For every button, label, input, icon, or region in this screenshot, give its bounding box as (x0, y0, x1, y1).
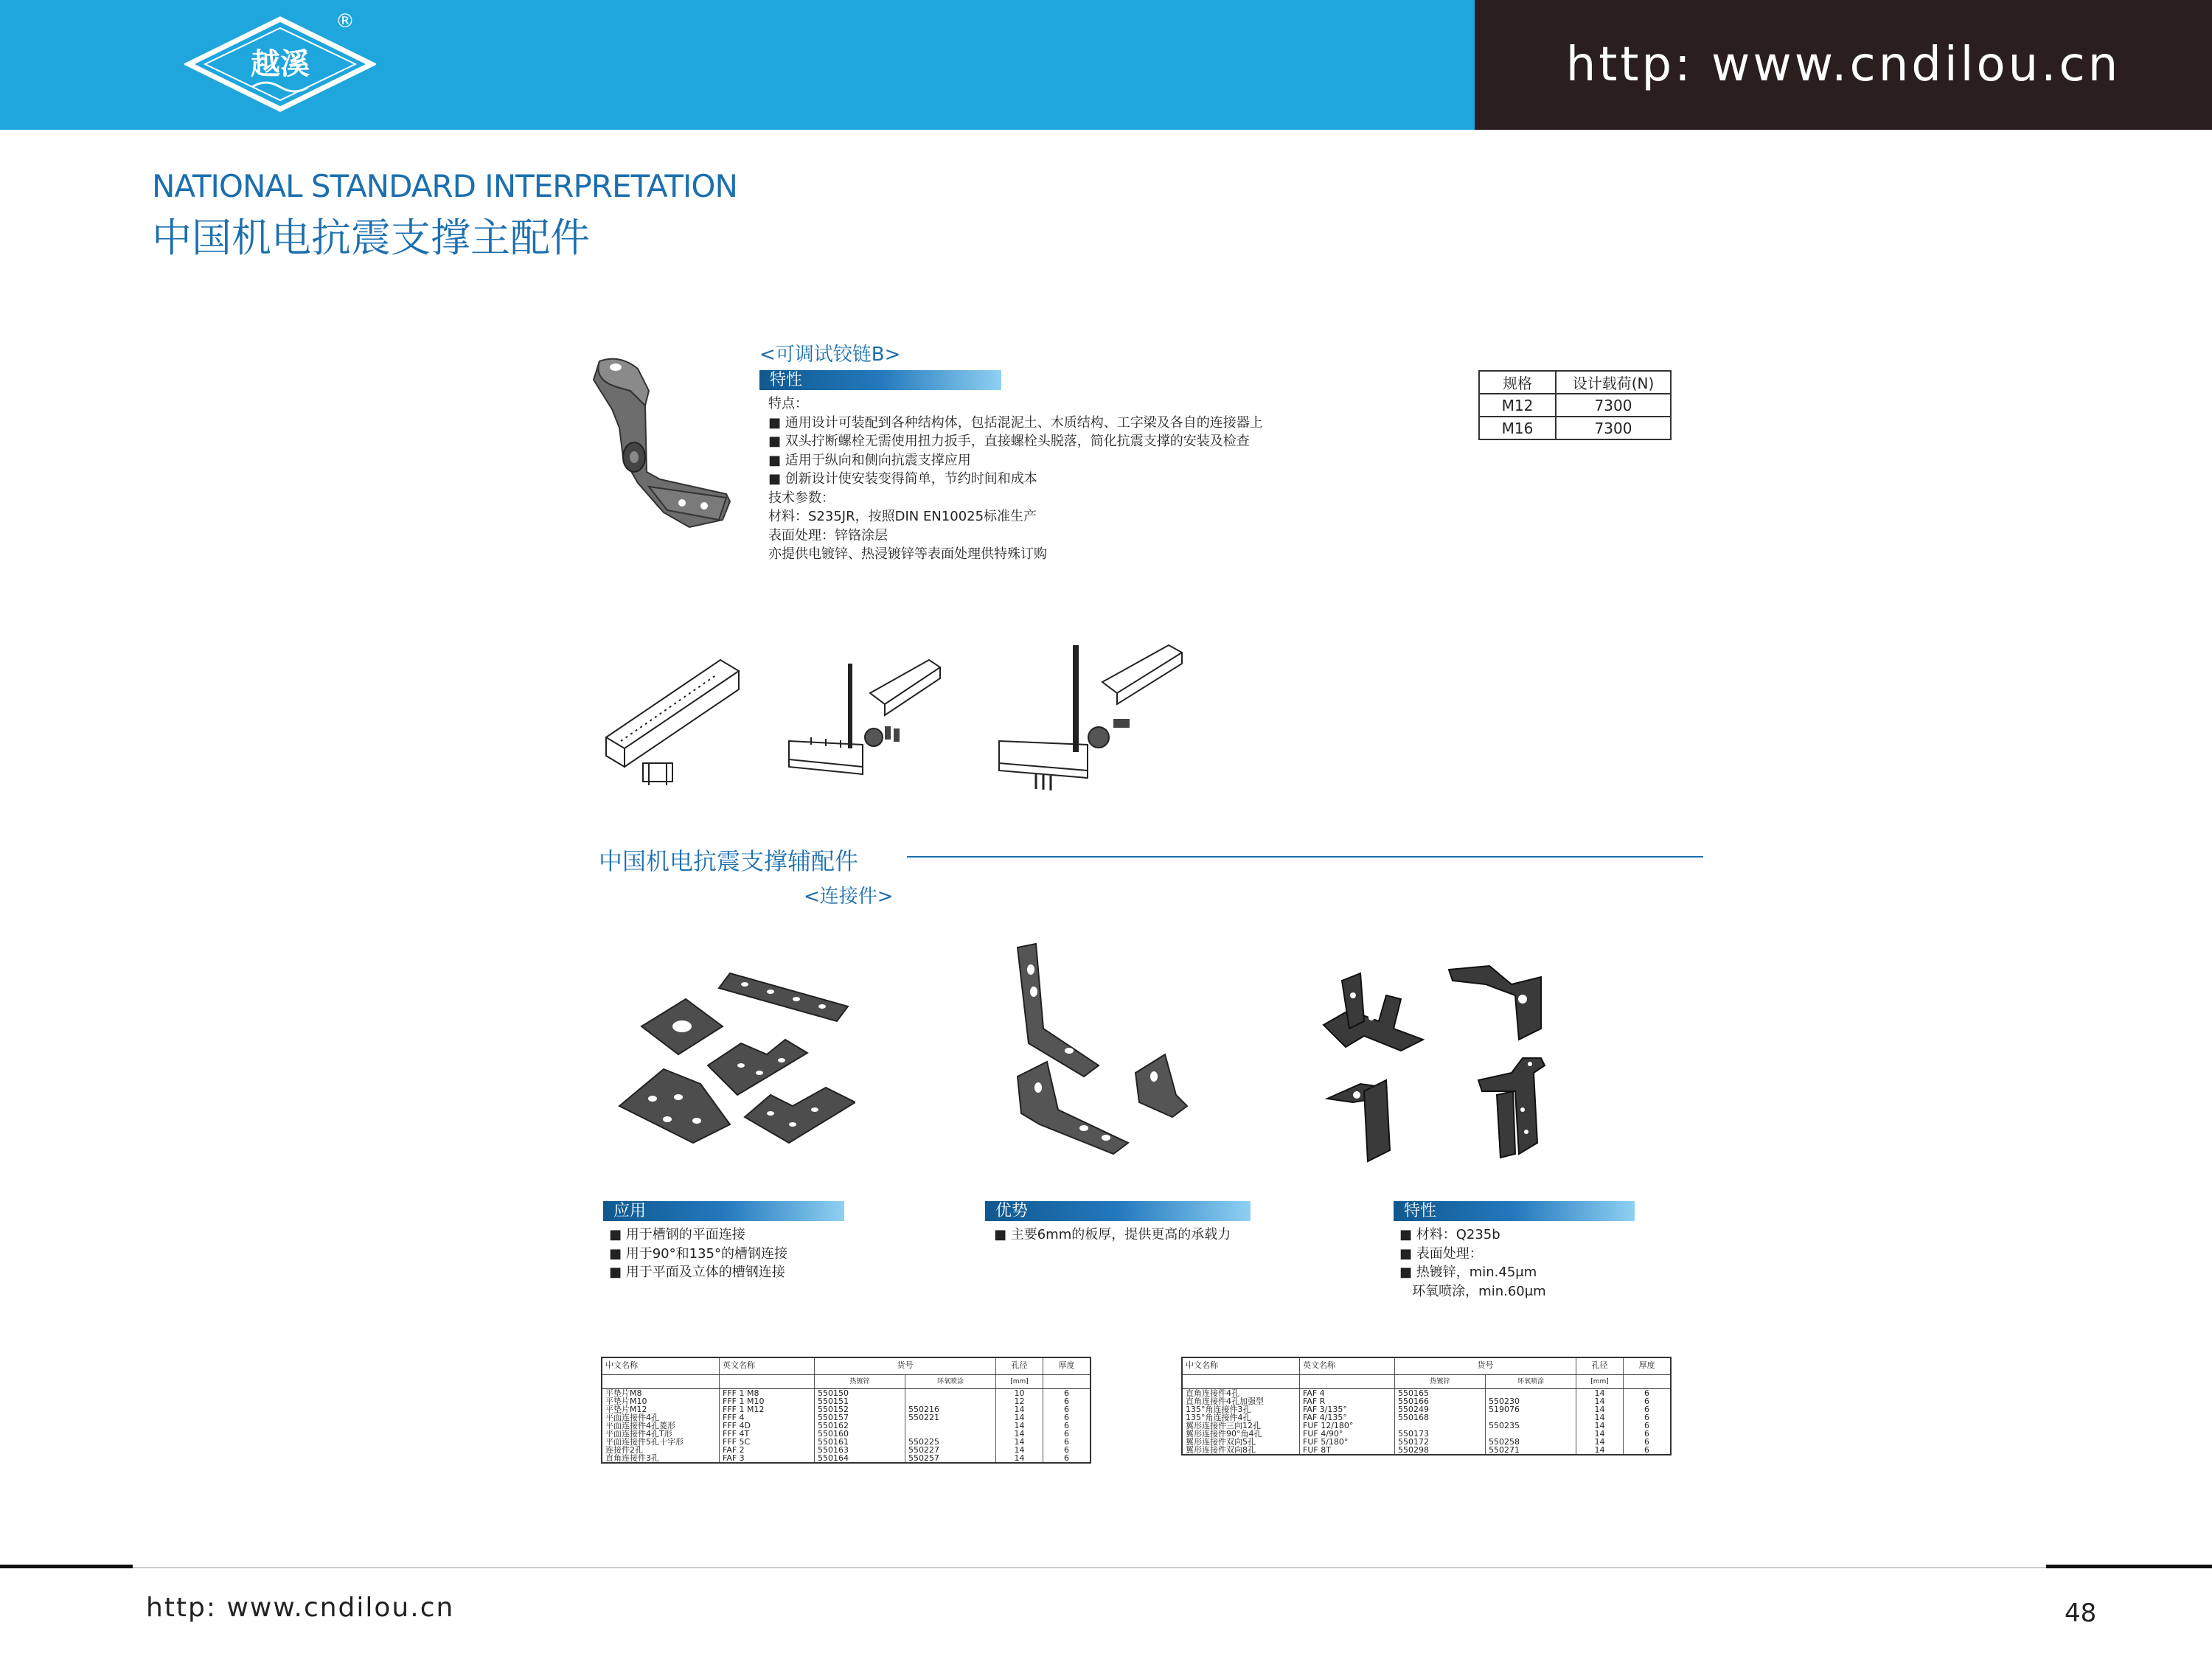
table-cell: 6 (1043, 1397, 1091, 1405)
table-cell: 550257 (905, 1454, 996, 1463)
table-cell (905, 1389, 996, 1398)
hinge-line: 表面处理：锌铬涂层 (768, 527, 888, 543)
footer-rule-left (0, 1565, 133, 1568)
table-cell: 平面连接件4孔T形 (605, 1429, 672, 1439)
table-subheader-cell: 热镀锌 (1395, 1375, 1486, 1389)
table-cell: 直角连接件4孔 (1186, 1388, 1239, 1398)
table-subheader-cell: [mm] (1576, 1375, 1624, 1389)
table-cell: 550221 (905, 1413, 996, 1422)
table-cell: 6 (1043, 1430, 1091, 1438)
table-cell: 6 (1624, 1405, 1672, 1413)
table-cell: FFF 5C (720, 1438, 815, 1446)
table-header-row (602, 1357, 1091, 1375)
table-cell: 550163 (815, 1446, 905, 1454)
features-line: ■ 表面处理： (1399, 1245, 1483, 1262)
footer-url[interactable]: http: www.cndilou.cn (146, 1593, 455, 1623)
application-line: ■ 用于平面及立体的槽钢连接 (609, 1265, 785, 1280)
table-cell: 550157 (815, 1413, 905, 1422)
table-cell: 6 (1624, 1446, 1672, 1455)
table-cell: 14 (1576, 1430, 1624, 1438)
aux-title: 中国机电抗震支撑辅配件 (599, 847, 859, 875)
table-cell: 550225 (905, 1438, 996, 1446)
hinge-line: ■ 通用设计可装配到各种结构体，包括混泥土、木质结构、工字梁及各自的连接器上 (768, 414, 1263, 431)
table-subheader-cell: 环氧喷涂 (905, 1375, 996, 1389)
table-cell: 550249 (1395, 1405, 1486, 1413)
table-subheader-cell (1182, 1375, 1300, 1389)
advantage-list (994, 1225, 1231, 1245)
table-row (1479, 394, 1671, 417)
hinge-line: ■ 双头拧断螺栓无需使用扭力扳手，直接螺栓头脱落，简化抗震支撑的安装及检查 (768, 434, 1250, 449)
table-subheader-cell: [mm] (996, 1375, 1043, 1389)
spec-header: 规格 (1479, 371, 1556, 394)
table-cell: 6 (1043, 1389, 1091, 1398)
install-drawing-1 (599, 649, 746, 796)
table-subheader-cell (602, 1375, 720, 1389)
aux-title-rule (907, 856, 1703, 858)
table-cell: FAF 4/135° (1300, 1413, 1395, 1422)
table-cell: 6 (1043, 1405, 1091, 1413)
hinge-product-image (586, 347, 745, 557)
table-subheader-cell (1300, 1375, 1395, 1389)
table-row (1479, 417, 1671, 439)
table-cell: 135°角连接件3孔 (1186, 1405, 1251, 1414)
features-list (1399, 1225, 1546, 1301)
table-cell: 直角连接件3孔 (605, 1453, 659, 1463)
hinge-feature-bar: 特性 (759, 370, 1001, 390)
table-cell: 550151 (815, 1397, 905, 1405)
flat-plates-image (612, 966, 855, 1150)
table-header-cell: 英文名称 (720, 1357, 815, 1375)
table-header-cell: 英文名称 (1300, 1357, 1395, 1375)
spec-cell: 7300 (1556, 417, 1671, 439)
svg-text:越溪: 越溪 (251, 47, 310, 81)
table-cell: 6 (1043, 1454, 1091, 1463)
table-cell: FFF 4D (720, 1422, 815, 1430)
features-line: 环氧喷涂，min.60μm (1399, 1283, 1546, 1299)
table-cell: FFF 4T (720, 1430, 815, 1438)
table-subheader-row (602, 1375, 1091, 1389)
table-subheader-row (1182, 1375, 1671, 1389)
table-cell: FFF 1 M8 (720, 1389, 815, 1398)
wing-connectors-image (1320, 955, 1600, 1169)
table-header-row (1182, 1357, 1671, 1375)
application-bar: 应用 (603, 1201, 844, 1221)
table-cell (905, 1422, 996, 1430)
hinge-title: <可调试铰链B> (759, 344, 901, 366)
product-table-2 (1181, 1357, 1672, 1455)
application-list (609, 1225, 787, 1282)
table-cell: FUF 5/180° (1300, 1438, 1395, 1446)
table-cell: 翼形连接件90°角4孔 (1186, 1429, 1262, 1439)
table-cell: 550258 (1486, 1438, 1576, 1446)
table-header-cell: 中文名称 (1182, 1357, 1300, 1375)
table-cell: 14 (996, 1405, 1043, 1413)
table-cell: 550160 (815, 1430, 905, 1438)
table-cell: 14 (996, 1413, 1043, 1422)
table-cell: FAF 2 (720, 1446, 815, 1454)
spec-header: 设计载荷(N) (1556, 371, 1671, 394)
angle-brackets-image (1010, 940, 1231, 1183)
table-cell: 平垫片M12 (605, 1405, 647, 1414)
table-header-cell: 货号 (1395, 1357, 1576, 1375)
table-cell: 14 (996, 1438, 1043, 1446)
table-cell: 550166 (1395, 1397, 1486, 1405)
table-cell: 6 (1043, 1438, 1091, 1446)
footer-rule-right (2046, 1565, 2212, 1568)
table-cell: FUF 12/180° (1300, 1422, 1395, 1430)
table-header-cell: 孔径 (1576, 1357, 1624, 1375)
section-chinese-title: 中国机电抗震支撑主配件 (152, 215, 590, 261)
table-subheader-cell: 热镀锌 (815, 1375, 905, 1389)
hinge-line: 特点： (768, 396, 808, 411)
table-cell: 14 (1576, 1438, 1624, 1446)
table-cell: 6 (1624, 1397, 1672, 1405)
table-cell: 550161 (815, 1438, 905, 1446)
table-cell: FAF 3 (720, 1454, 815, 1463)
table-cell: 14 (1576, 1413, 1624, 1422)
advantage-bar: 优势 (985, 1201, 1251, 1221)
table-cell: 550235 (1486, 1422, 1576, 1430)
table-cell: 连接件2孔 (605, 1445, 643, 1455)
table-cell: FAF 4 (1300, 1389, 1395, 1398)
table-cell: 6 (1624, 1389, 1672, 1398)
table-cell: 550173 (1395, 1430, 1486, 1438)
hinge-line: 技术参数： (768, 490, 835, 506)
features-bar: 特性 (1394, 1201, 1635, 1221)
table-cell: 14 (1576, 1397, 1624, 1405)
table-cell: 翼形连接件双向5孔 (1186, 1437, 1256, 1447)
page-number: 48 (2065, 1599, 2097, 1628)
table-cell: FUF 8T (1300, 1446, 1395, 1455)
table-cell: 14 (1576, 1446, 1624, 1455)
table-cell: 平面连接件5孔十字形 (605, 1437, 684, 1447)
table-row (602, 1454, 1091, 1463)
table-cell: 6 (1624, 1422, 1672, 1430)
hinge-line: 材料：S235JR，按照DIN EN10025标准生产 (768, 509, 1037, 524)
table-header-row (1479, 371, 1671, 394)
table-cell: 14 (1576, 1422, 1624, 1430)
table-cell: FFF 1 M12 (720, 1405, 815, 1413)
application-line: ■ 用于槽钢的平面连接 (609, 1227, 745, 1242)
application-line: ■ 用于90°和135°的槽钢连接 (609, 1245, 787, 1262)
section-english-title: NATIONAL STANDARD INTERPRETATION (152, 168, 737, 204)
registered-mark: ® (335, 10, 355, 32)
table-cell: 翼形连接件双向8孔 (1186, 1445, 1256, 1455)
table-cell: 550152 (815, 1405, 905, 1413)
table-header-cell: 厚度 (1624, 1357, 1672, 1375)
hinge-line: ■ 创新设计使安装变得简单，节约时间和成本 (768, 471, 1037, 487)
table-cell: 14 (996, 1430, 1043, 1438)
table-cell: 6 (1043, 1413, 1091, 1422)
spec-cell: M16 (1479, 417, 1556, 439)
table-cell: 14 (996, 1422, 1043, 1430)
table-cell: 550172 (1395, 1438, 1486, 1446)
hinge-description (768, 394, 1263, 564)
table-header-cell: 厚度 (1043, 1357, 1091, 1375)
table-cell: 550227 (905, 1446, 996, 1454)
table-cell: 14 (1576, 1405, 1624, 1413)
header-url[interactable]: http: www.cndilou.cn (1475, 0, 2212, 130)
table-cell: 550165 (1395, 1389, 1486, 1398)
aux-subtitle: <连接件> (804, 886, 894, 908)
table-cell: 550230 (1486, 1397, 1576, 1405)
table-cell: 6 (1624, 1430, 1672, 1438)
table-cell: 6 (1624, 1413, 1672, 1422)
install-drawing-3 (992, 638, 1191, 796)
table-cell: 平垫片M8 (605, 1388, 642, 1398)
table-cell: 550168 (1395, 1413, 1486, 1422)
table-subheader-cell: 环氧喷涂 (1486, 1375, 1576, 1389)
table-cell: 550271 (1486, 1446, 1576, 1455)
table-cell: FAF R (1300, 1397, 1395, 1405)
table-cell: FFF 1 M10 (720, 1397, 815, 1405)
footer-rule (0, 1567, 2212, 1568)
table-cell: 550150 (815, 1389, 905, 1398)
table-header-cell: 货号 (815, 1357, 996, 1375)
table-cell: 519076 (1486, 1405, 1576, 1413)
table-cell: 翼形连接件三向12孔 (1186, 1421, 1261, 1430)
table-subheader-cell (1043, 1375, 1091, 1389)
table-cell: FAF 3/135° (1300, 1405, 1395, 1413)
table-cell: 6 (1043, 1446, 1091, 1454)
table-cell: FFF 4 (720, 1413, 815, 1422)
table-cell: 平面连接件4孔菱形 (605, 1421, 675, 1430)
table-cell: FUF 4/90° (1300, 1430, 1395, 1438)
hinge-spec-table (1478, 370, 1672, 440)
advantage-line: ■ 主要6mm的板厚，提供更高的承载力 (994, 1227, 1231, 1242)
spec-cell: M12 (1479, 394, 1556, 417)
features-line: ■ 热镀锌，min.45μm (1399, 1265, 1537, 1280)
table-cell: 550298 (1395, 1446, 1486, 1455)
table-cell: 平垫片M10 (605, 1397, 647, 1406)
features-line: ■ 材料：Q235b (1399, 1227, 1500, 1242)
table-cell: 12 (996, 1397, 1043, 1405)
table-header-cell: 中文名称 (602, 1357, 720, 1375)
table-cell: 135°角连接件4孔 (1186, 1413, 1251, 1422)
install-drawing-2 (782, 649, 951, 796)
table-row (1182, 1446, 1671, 1455)
table-cell: 平面连接件4孔 (605, 1413, 659, 1422)
table-cell: 直角连接件4孔加强型 (1186, 1397, 1264, 1406)
hinge-line: ■ 适用于纵向和侧向抗震支撑应用 (768, 452, 971, 468)
table-cell: 550164 (815, 1454, 905, 1463)
spec-cell: 7300 (1556, 394, 1671, 417)
table-cell: 6 (1624, 1438, 1672, 1446)
product-table-1 (601, 1357, 1091, 1464)
table-header-cell: 孔径 (996, 1357, 1043, 1375)
table-cell: 6 (1043, 1422, 1091, 1430)
hinge-line: 亦提供电镀锌、热浸镀锌等表面处理供特殊订购 (768, 546, 1047, 562)
table-cell: 10 (996, 1389, 1043, 1398)
table-cell: 14 (996, 1446, 1043, 1454)
table-cell: 14 (1576, 1389, 1624, 1398)
table-subheader-cell (720, 1375, 815, 1389)
table-cell: 550216 (905, 1405, 996, 1413)
table-cell: 14 (996, 1454, 1043, 1463)
table-subheader-cell (1624, 1375, 1672, 1389)
table-cell: 550162 (815, 1422, 905, 1430)
